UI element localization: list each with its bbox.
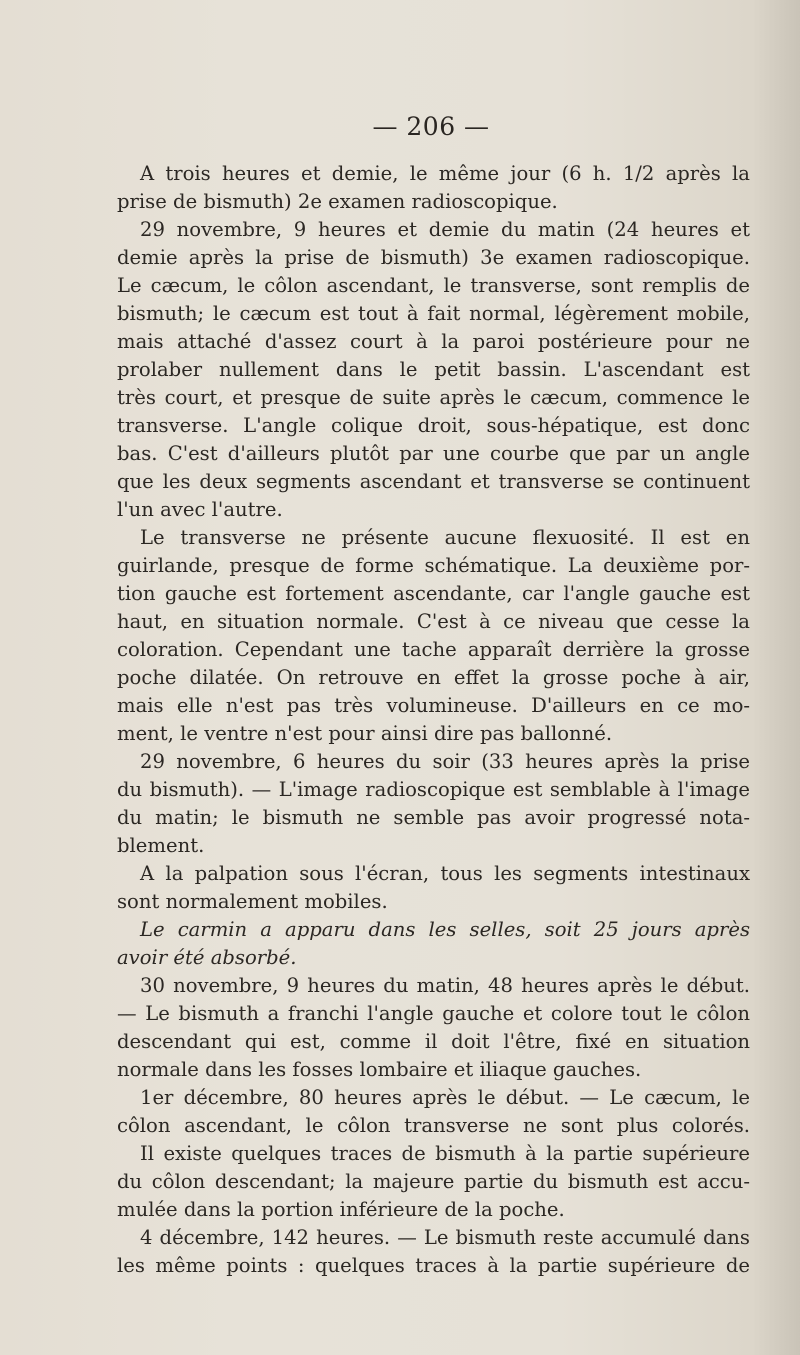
text-line: mais attaché d'assez court à la paroi postérieure pour ne — [117, 330, 750, 353]
text-line: prise de bismuth) 2e examen radioscopique. — [117, 190, 558, 213]
text-line: 4 décembre, 142 heures. — Le bismuth reste accumulé dans — [140, 1226, 750, 1249]
page-number: — 206 — — [372, 112, 490, 141]
text-line: les même points : quelques traces à la partie supérieure de — [117, 1254, 750, 1277]
text-line: blement. — [117, 834, 205, 857]
text-line: guirlande, presque de forme schématique. La deuxième por- — [117, 554, 750, 577]
text-line: — Le bismuth a franchi l'angle gauche et colore tout le côlon — [117, 1002, 750, 1025]
text-line: 29 novembre, 9 heures et demie du matin (24 heures et — [140, 218, 750, 241]
text-line: mulée dans la portion inférieure de la poche. — [117, 1198, 565, 1221]
text-line: côlon ascendant, le côlon transverse ne sont plus colorés. — [117, 1114, 750, 1137]
text-line: du côlon descendant; la majeure partie du bismuth est accu- — [117, 1170, 750, 1193]
text-line: mais elle n'est pas très volumineuse. D'ailleurs en ce mo- — [117, 694, 750, 717]
text-line: 29 novembre, 6 heures du soir (33 heures après la prise — [140, 750, 750, 773]
text-line: transverse. L'angle colique droit, sous-hépatique, est donc — [117, 414, 750, 437]
text-line: ment, le ventre n'est pour ainsi dire pas ballonné. — [117, 722, 613, 745]
text-line: du bismuth). — L'image radioscopique est semblable à l'image — [117, 778, 750, 801]
text-line: Le cæcum, le côlon ascendant, le transverse, sont remplis de — [117, 274, 750, 297]
text-line: très court, et presque de suite après le cæcum, commence le — [117, 386, 750, 409]
text-line: Le carmin a apparu dans les selles, soit 25 jours après — [140, 918, 750, 941]
text-line: descendant qui est, comme il doit l'être, fixé en situation — [117, 1030, 750, 1053]
text-line: normale dans les fosses lombaire et iliaque gauches. — [117, 1058, 642, 1081]
text-line: 1er décembre, 80 heures après le début. — Le cæcum, le — [140, 1086, 750, 1109]
text-line: sont normalement mobiles. — [117, 890, 388, 913]
text-line: bas. C'est d'ailleurs plutôt par une courbe que par un angle — [117, 442, 750, 465]
text-line: tion gauche est fortement ascendante, car l'angle gauche est — [117, 582, 750, 605]
text-line: l'un avec l'autre. — [117, 498, 283, 521]
text-line: poche dilatée. On retrouve en effet la grosse poche à air, — [117, 666, 750, 689]
text-line: A la palpation sous l'écran, tous les segments intestinaux — [140, 862, 750, 885]
text-line: A trois heures et demie, le même jour (6 h. 1/2 après la — [140, 162, 750, 185]
text-line: bismuth; le cæcum est tout à fait normal, légèrement mobile, — [117, 302, 750, 325]
text-line: prolaber nullement dans le petit bassin. L'ascendant est — [117, 358, 750, 381]
text-line: Le transverse ne présente aucune flexuosité. Il est en — [140, 526, 750, 549]
body-text — [117, 160, 750, 1280]
text-line: demie après la prise de bismuth) 3e examen radioscopique. — [117, 246, 750, 269]
text-line: haut, en situation normale. C'est à ce niveau que cesse la — [117, 610, 750, 633]
text-line: coloration. Cependant une tache apparaît derrière la grosse — [117, 638, 750, 661]
text-line: que les deux segments ascendant et transverse se continuent — [117, 470, 750, 493]
text-line: avoir été absorbé. — [117, 946, 297, 969]
text-line: Il existe quelques traces de bismuth à la partie supérieure — [140, 1142, 750, 1165]
text-line: du matin; le bismuth ne semble pas avoir progressé nota- — [117, 806, 750, 829]
text-line: 30 novembre, 9 heures du matin, 48 heures après le début. — [140, 974, 750, 997]
